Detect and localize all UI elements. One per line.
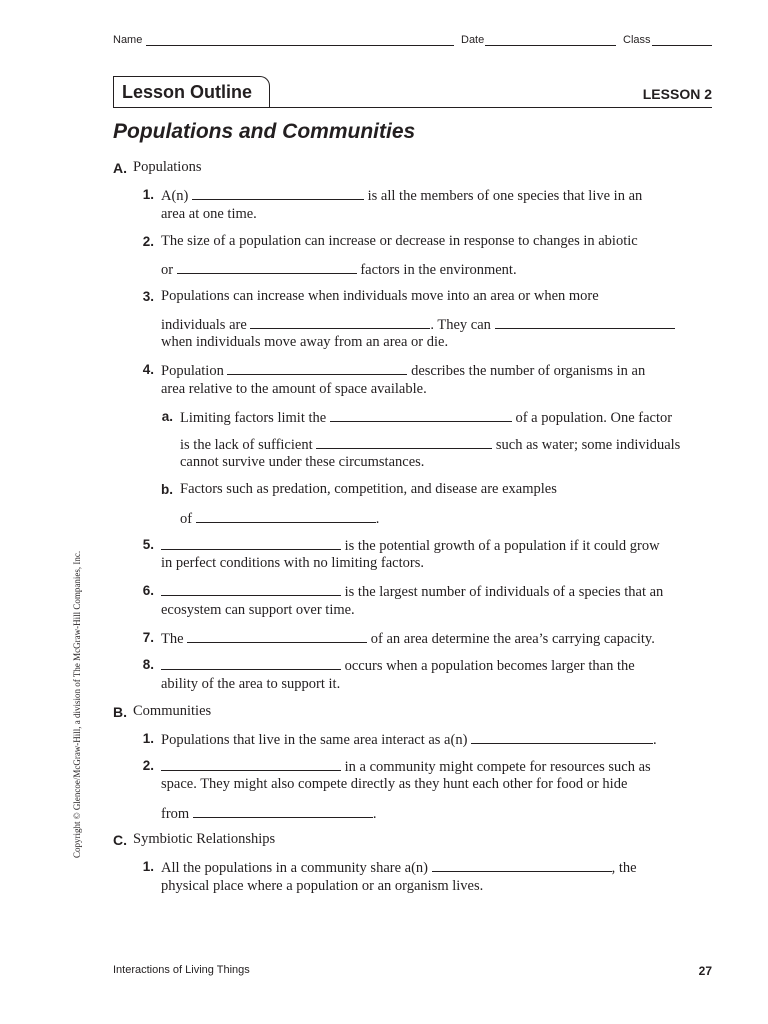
list-item: All the populations in a community share a(n) , the bbox=[161, 860, 637, 876]
answer-blank[interactable] bbox=[250, 315, 430, 329]
header-rule bbox=[113, 107, 712, 108]
item-number: 2. bbox=[142, 758, 154, 773]
list-item-cont: from . bbox=[161, 806, 377, 822]
item-number: 1. bbox=[142, 187, 154, 202]
name-label: Name bbox=[113, 34, 143, 46]
answer-blank[interactable] bbox=[316, 435, 492, 449]
list-item-cont: cannot survive under these circumstances. bbox=[180, 454, 425, 470]
list-item: Populations can increase when individuals move into an area or when more bbox=[161, 288, 599, 304]
list-item-cont: physical place where a population or an organism lives. bbox=[161, 878, 484, 894]
item-number: 7. bbox=[142, 630, 154, 645]
item-number: 1. bbox=[142, 859, 154, 874]
list-item-cont: area at one time. bbox=[161, 206, 257, 222]
answer-blank[interactable] bbox=[161, 757, 341, 771]
lesson-outline-tab: Lesson Outline bbox=[113, 76, 270, 107]
section-a-heading: Populations bbox=[133, 159, 202, 175]
answer-blank[interactable] bbox=[187, 629, 367, 643]
list-item: is the largest number of individuals of a species that an bbox=[161, 582, 663, 601]
list-item: in a community might compete for resources such as bbox=[161, 757, 651, 776]
list-item: Limiting factors limit the of a population. One factor bbox=[180, 410, 673, 426]
list-item: The size of a population can increase or decrease in response to changes in abiotic bbox=[161, 233, 638, 249]
answer-blank[interactable] bbox=[330, 408, 512, 422]
answer-blank[interactable] bbox=[161, 656, 341, 670]
answer-blank[interactable] bbox=[432, 858, 612, 872]
list-item-cont: or factors in the environment. bbox=[161, 262, 517, 278]
list-item: Factors such as predation, competition, and disease are examples bbox=[180, 481, 557, 497]
list-item-cont: area relative to the amount of space available. bbox=[161, 381, 427, 397]
item-number: 3. bbox=[142, 289, 154, 304]
answer-blank[interactable] bbox=[471, 730, 653, 744]
item-number: 6. bbox=[142, 583, 154, 598]
list-item-cont: ecosystem can support over time. bbox=[161, 602, 355, 618]
answer-blank[interactable] bbox=[227, 361, 407, 375]
list-item: Population describes the number of organisms in an bbox=[161, 363, 646, 379]
section-c-heading: Symbiotic Relationships bbox=[133, 831, 276, 847]
answer-blank[interactable] bbox=[193, 804, 373, 818]
class-field[interactable] bbox=[652, 45, 712, 46]
list-item-cont: individuals are . They can bbox=[161, 315, 675, 334]
date-label: Date bbox=[461, 34, 485, 46]
name-field[interactable] bbox=[146, 45, 454, 46]
class-label: Class bbox=[623, 34, 651, 46]
page-number: 27 bbox=[698, 964, 712, 978]
list-item: occurs when a population becomes larger than the bbox=[161, 656, 635, 675]
item-number: 1. bbox=[142, 731, 154, 746]
answer-blank[interactable] bbox=[192, 186, 364, 200]
list-item-cont: in perfect conditions with no limiting factors. bbox=[161, 555, 424, 571]
page-title: Populations and Communities bbox=[113, 120, 416, 143]
answer-blank[interactable] bbox=[161, 536, 341, 550]
list-item-cont: of . bbox=[180, 511, 380, 527]
section-a-letter: A. bbox=[113, 160, 127, 176]
answer-blank[interactable] bbox=[161, 582, 341, 596]
date-field[interactable] bbox=[485, 45, 616, 46]
list-item-cont: space. They might also compete directly as they hunt each other for food or hide bbox=[161, 776, 628, 792]
section-b-heading: Communities bbox=[133, 703, 212, 719]
item-letter: b. bbox=[161, 482, 173, 497]
item-number: 8. bbox=[142, 657, 154, 672]
list-item: The of an area determine the area’s carrying capacity. bbox=[161, 631, 655, 647]
list-item-cont: ability of the area to support it. bbox=[161, 676, 341, 692]
item-number: 4. bbox=[142, 362, 154, 377]
answer-blank[interactable] bbox=[177, 260, 357, 274]
answer-blank[interactable] bbox=[495, 315, 675, 329]
item-number: 5. bbox=[142, 537, 154, 552]
list-item: A(n) is all the members of one species that live in an bbox=[161, 188, 643, 204]
lesson-number: LESSON 2 bbox=[642, 86, 712, 102]
copyright-notice: Copyright © Glencoe/McGraw-Hill, a division of The McGraw-Hill Companies, Inc. bbox=[72, 550, 82, 858]
list-item: Populations that live in the same area interact as a(n) . bbox=[161, 732, 657, 748]
section-b-letter: B. bbox=[113, 704, 127, 720]
section-c-letter: C. bbox=[113, 832, 127, 848]
item-number: 2. bbox=[142, 234, 154, 249]
footer-unit-title: Interactions of Living Things bbox=[113, 964, 250, 976]
list-item: is the potential growth of a population if it could grow bbox=[161, 536, 660, 555]
answer-blank[interactable] bbox=[196, 509, 376, 523]
list-item-cont: is the lack of sufficient such as water; some individuals bbox=[180, 437, 681, 453]
list-item-cont: when individuals move away from an area or die. bbox=[161, 334, 449, 350]
item-letter: a. bbox=[161, 409, 173, 424]
